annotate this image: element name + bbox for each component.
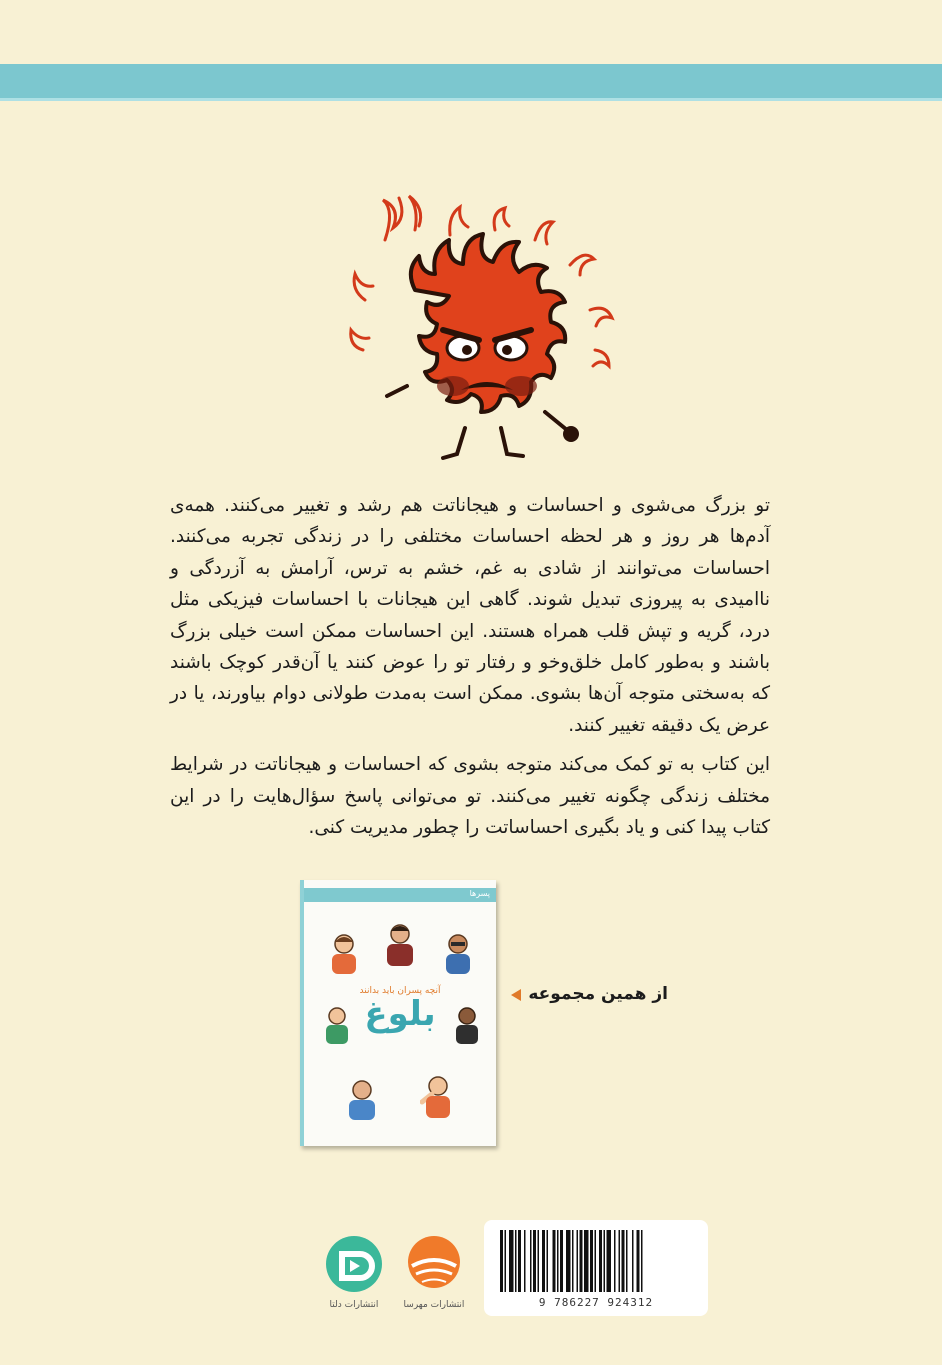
back-cover-blurb	[170, 490, 770, 843]
delta-logo-icon	[322, 1232, 386, 1296]
top-accent-line	[0, 98, 942, 101]
mehrsa-publisher-logo	[398, 1230, 470, 1326]
barcode-bars	[498, 1230, 694, 1294]
mehrsa-logo-label: انتشارات مهرسا	[403, 1300, 465, 1310]
kid-illustration	[326, 932, 362, 976]
kid-illustration	[382, 922, 418, 968]
book-top-bar	[304, 888, 496, 902]
from-this-series-label: از همین مجموعه	[528, 984, 668, 1004]
top-accent-band	[0, 64, 942, 98]
arrow-left-icon	[510, 988, 522, 1002]
book-tagline: آنچه پسران باید بدانند	[359, 986, 441, 996]
book-title: بلوغ	[364, 994, 436, 1034]
angry-flame-mascot	[345, 190, 625, 480]
kid-illustration	[440, 932, 476, 976]
book-series-label: پسرها	[469, 889, 490, 898]
barcode-number: 9 786227 924312	[538, 1296, 654, 1309]
kid-illustration	[344, 1076, 380, 1122]
kid-illustration	[452, 1006, 482, 1046]
blurb-paragraph-2: این کتاب به تو کمک می‌کند متوجه بشوی که احساسات و هیجاناتت در شرایط مختلف زندگی چگونه تغییر می‌کنند. تو می‌توانی پاسخ سؤال‌هایت را در این کتاب پیدا کنی و یاد بگیری احساساتت را چطور مدیریت کنی.	[170, 754, 770, 839]
mehrsa-logo-icon	[398, 1230, 470, 1296]
related-book-cover	[300, 880, 496, 1146]
delta-logo-label: انتشارات دلتا	[329, 1300, 379, 1310]
blurb-paragraph-1: تو بزرگ می‌شوی و احساسات و هیجاناتت هم رشد و تغییر می‌کنند. همه‌ی آدم‌ها هر روز و هر لحظه احساسات مختلفی را در زندگی تجربه می‌کنند. احساسات می‌توانند از شادی به غم، خشم به ترس، آرامش به آزردگی و ناامیدی به پیروزی تبدیل شوند. گاهی این هیجانات با احساسات فیزیکی مثل درد، گریه و تپش قلب همراه هستند. این احساسات ممکن است خیلی بزرگ باشند و به‌طور کامل خلق‌وخو و رفتار تو را عوض کنند یا آن‌قدر کوچک باشند که به‌سختی متوجه آن‌ها بشوی. ممکن است به‌مدت طولانی دوام بیاورند، یا در عرض یک دقیقه تغییر کنند.	[170, 495, 770, 736]
kid-illustration	[322, 1006, 352, 1046]
delta-publisher-logo	[322, 1232, 386, 1324]
isbn-barcode	[484, 1220, 708, 1316]
kid-illustration	[420, 1072, 456, 1120]
